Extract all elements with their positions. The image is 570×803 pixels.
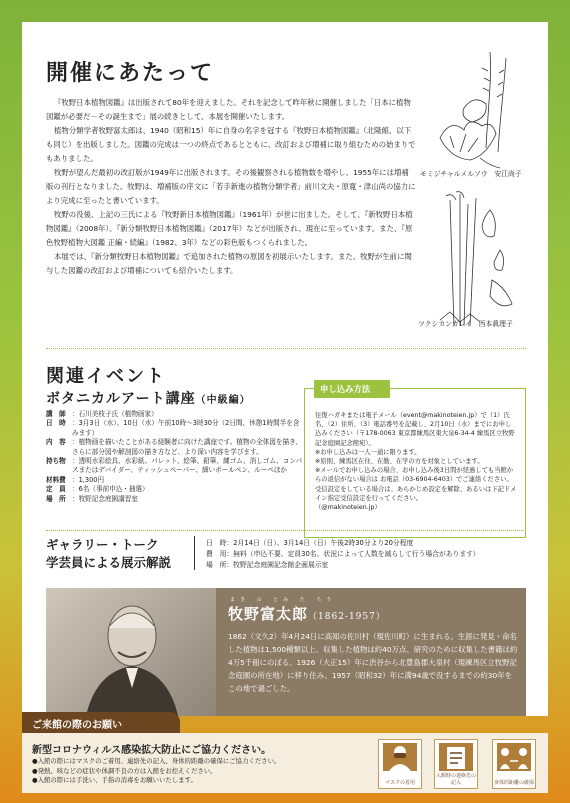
notice-item: ●入館の際には手洗い、手指の消毒をお願いいたします。 xyxy=(32,776,197,785)
distance-icon xyxy=(497,743,531,771)
section-divider xyxy=(46,348,526,349)
gallery-info-line: 費 用：無料（申込不要、定員30名、状況によって人数を減らして行う場合があります） xyxy=(206,550,480,558)
detail-row xyxy=(46,476,304,485)
detail-value: ：植物画を描いたことがある経験者に向けた講座です。植物の全体図を描き、さらに部分図や解剖図の描き方など、より深い内容を学びます。 xyxy=(72,438,302,456)
course-title-main: ボタニカルアート講座 xyxy=(46,391,196,407)
notice-item: ●入館の際にはマスクのご着用、連絡先の記入、身体的距離の確保にご協力ください。 xyxy=(32,757,281,765)
page-sheet xyxy=(22,22,548,716)
illustration-caption-1: モミジチャルメルソウ 安江尚子 xyxy=(420,170,522,178)
detail-value: ：3月3日（水）、10日（水）午前10時～3時30分（2日間、休憩1時間半を含みます） xyxy=(72,419,300,437)
detail-key: 場 所 xyxy=(46,494,66,503)
gallery-talk-info xyxy=(206,538,480,571)
mask-icon xyxy=(383,743,417,771)
plant-illustration-momiji-icon xyxy=(420,48,530,176)
profile-name-main: 牧野富太郎 xyxy=(228,605,309,623)
illustration-caption-2: ツクシカンガレイ 西本眞理子 xyxy=(418,320,513,328)
detail-key: 定 員 xyxy=(46,485,66,494)
contact-form-icon xyxy=(439,743,473,771)
intro-paragraph: 『牧野日本植物図鑑』は出版されて80年を迎えました。それを記念して昨年秋に開催しました「日本に植物図鑑が必要だ－その誕生まで」展の続きとして、本展を開催いたします。 xyxy=(46,98,411,121)
course-title xyxy=(46,388,251,408)
detail-row xyxy=(46,410,304,419)
portrait-photo xyxy=(46,588,216,716)
gallery-info-line: 場 所：牧野記念庭園記念館企画展示室 xyxy=(206,561,329,569)
gallery-talk-title-line2: 学芸員による展示解説 xyxy=(46,555,172,570)
notice-list xyxy=(32,757,280,786)
profile-description: 1862（文久2）年4月24日に高知の佐川村（現佐川町）に生まれる。生涯に発見・命名した植物は1,500種類以上、収集した植物は約40万点、研究のために収集した書籍は約4万5千冊にのぼる。1926（大正15）年に渋谷から北豊島郡大泉村（現練馬区立牧野記念庭園の所在地）に移り住み、1957（昭和32）年に満94歳で没するまでの約30年をこの地で過ごした。 xyxy=(228,632,518,693)
notice-tab: ご来館の際のお願い xyxy=(22,712,180,734)
notice-card-label: 入館時の連絡先の記入 xyxy=(435,773,476,786)
detail-row xyxy=(46,495,304,504)
intro-paragraph: 植物分類学者牧野富太郎は、1940（昭和15）年に自身の名字を冠する『牧野日本植物図鑑』（北隆館、以下も同じ）を出版しました。図鑑の完成は一つの終点であるとともに、改訂および増補に取り組むための始まりでもありました。 xyxy=(46,126,416,163)
intro-paragraph: 本展では、『新分類牧野日本植物図鑑』で追加された植物の原図を初展示いたします。また、牧野が生前に関与した図鑑の改訂および増補についても紹介いたします。 xyxy=(46,252,412,275)
course-details xyxy=(46,410,304,504)
intro-paragraph: 牧野が望んだ最初の改訂版が1949年に出版されます。その後観察される植物数を増やし、1955年には増補版の刊行となりました。牧野は、増補版の序文に「若手新進の植物分類学者」前川文夫・原寛・津山尚の協力により完成に至ったと書いています。 xyxy=(46,168,416,205)
notice-card-label: マスクの着用 xyxy=(384,779,415,786)
detail-row xyxy=(46,438,304,457)
name-ruby: まき の とみ た ろう xyxy=(230,597,337,603)
notice-card-distance xyxy=(492,739,536,789)
notice-card-label: 身体的距離の確保 xyxy=(493,779,534,786)
application-header: 申し込み方法 xyxy=(314,380,390,398)
notice-card-contact xyxy=(434,739,478,789)
gallery-info-line: 日 時：2月14日（日）、3月14日（日）午後2時30分より20分程度 xyxy=(206,539,414,547)
application-body xyxy=(304,388,526,538)
section-title-events: 関連イベント xyxy=(46,366,166,387)
application-line: 往復ハガキまたは電子メール（event@makinoteien.jp）で（1）氏名、（2）住所、（3）電話番号を記載し、2月10日（水）までにお申し込みください（〒178-0063 東京都練馬区東大泉6-34-4 練馬区立牧野記念庭園記念館宛）。 xyxy=(315,412,515,447)
detail-row xyxy=(46,457,304,476)
intro-text xyxy=(46,96,416,278)
detail-value: ：牧野記念庭園講習室 xyxy=(72,494,138,503)
detail-row xyxy=(46,419,304,438)
gallery-separator xyxy=(194,536,195,570)
detail-key: 持ち物 xyxy=(46,457,66,466)
detail-row xyxy=(46,485,304,494)
profile-name xyxy=(228,603,518,624)
application-email-link[interactable]: （@makinoteien.jp） xyxy=(315,504,381,512)
profile-text xyxy=(228,596,518,695)
application-line: ※お申し込みは一人一通に限ります。 xyxy=(315,448,421,456)
plant-illustration-tsukushi-icon xyxy=(420,190,530,330)
intro-paragraph: 牧野の没後、上記の三氏による『牧野新日本植物図鑑』（1961年）が世に出ました。そして、『新牧野日本植物図鑑』（2008年）、『新分類牧野日本植物図鑑』（2017年）などが出版され、現在に至っています。また、『原色牧野植物大図鑑 正編・続編』（1982、3年）などの彩色版もつくられました。 xyxy=(46,210,413,247)
detail-key: 講 師 xyxy=(46,410,66,418)
profile-panel xyxy=(46,588,526,716)
detail-value: ：1,300円 xyxy=(72,475,105,484)
section-divider xyxy=(46,530,526,531)
gallery-talk-title xyxy=(46,536,171,572)
detail-value: ：透明水彩絵具、水彩紙、パレット、絵筆、鉛筆、練ゴム、消しゴム、コンパスまたはデバイダー、ティッシュペーパー、細いボールペン、ルーペほか xyxy=(72,457,303,475)
notice-panel xyxy=(22,733,548,793)
detail-key: 日 時 xyxy=(46,419,66,428)
detail-key: 内 容 xyxy=(46,438,66,447)
section-title-opening: 開催にあたって xyxy=(46,61,215,86)
course-title-level: （中級編） xyxy=(195,395,251,406)
portrait-figure-icon xyxy=(46,588,216,716)
application-box xyxy=(304,372,526,538)
profile-years: （1862-1957） xyxy=(308,612,386,622)
notice-item: ●発熱、咳などの症状や体調不良の方は入館をお控えください。 xyxy=(32,766,217,775)
application-line: ※原則、練馬区在住、在勤、在学の方を対象としています。 xyxy=(315,458,484,466)
gallery-talk-title-line1: ギャラリー・トーク xyxy=(46,537,159,552)
detail-key: 材料費 xyxy=(46,475,66,484)
notice-card-mask xyxy=(378,739,422,789)
application-line: ※メールでお申し込みの場合、お申し込み後3日間が経過しても当館からの返信がない場合は お電話（03-6904-6403）でご連絡ください。受信設定をしている場合は、あらかじめ設定を解除、あるいは下記ドメイン指定受信設定を行ってください。 xyxy=(315,467,517,502)
detail-value: ：石川美枝子氏（植物画家） xyxy=(72,410,158,418)
detail-value: ：6名（事前申込・抽選） xyxy=(72,485,149,494)
notice-title: 新型コロナウィルス感染拡大防止にご協力ください。 xyxy=(32,745,272,756)
